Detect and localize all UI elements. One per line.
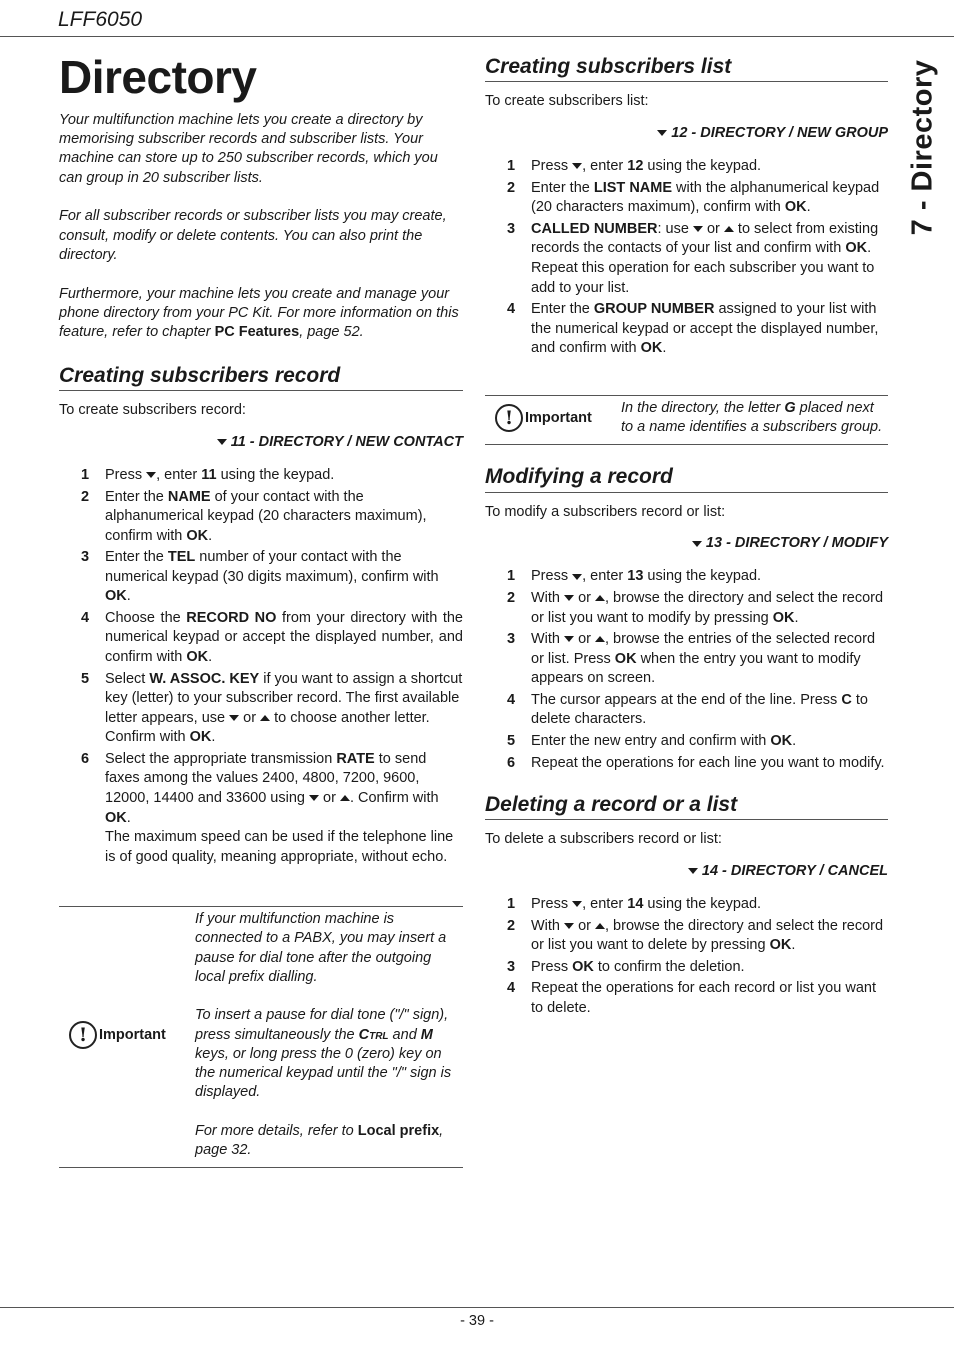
list-item [59,466,463,486]
triangle-up-icon [595,923,605,929]
step-number: 5 [507,732,516,749]
step-text: Select the appropriate transmission RATE to send faxes among the values 2400, 4800, 7200, 9600, 12000, 14400 and 33600 using or . Confirm with OK. The maximum speed can be used if the telephone line is of good quality, meaning appropriate, without echo. [105,750,454,865]
intro-paragraph-3 [59,285,463,343]
important-text [195,910,463,1160]
triangle-down-icon [564,636,574,642]
triangle-up-icon [595,636,605,642]
step-number: 2 [507,917,516,934]
step-number: 2 [81,488,90,505]
step-number: 1 [81,466,90,483]
step-number: 4 [81,609,90,626]
step-number: 3 [507,631,516,648]
list-item [485,220,888,298]
menu-path-text: 12 - DIRECTORY / NEW GROUP [671,125,888,142]
triangle-down-icon [693,226,703,232]
header-rule [0,36,954,37]
triangle-down-icon [692,541,702,547]
step-text: Select W. ASSOC. KEY if you want to assign a shortcut key (letter) to your subscriber record. The first available letter appears, use or to choose another letter. Confirm with OK. [105,670,463,746]
list-item [485,691,888,730]
list-item [485,630,888,689]
step-text: Enter the new entry and confirm with OK. [531,732,797,749]
steps-list [59,466,463,867]
step-number: 4 [507,301,516,318]
step-number: 3 [507,958,516,975]
list-item [59,750,463,867]
step-text: Repeat the operations for each line you want to modify. [531,754,885,771]
list-item [485,979,888,1018]
triangle-down-icon [217,439,227,445]
important-text: In the directory, the letter G placed next to a name identifies a subscribers group. [621,399,883,436]
note-paragraph: If your multifunction machine is connected to a PABX, you may insert a pause for dial tone after the outgoing local prefix dialling. [195,911,447,986]
list-item [485,567,888,587]
section-lead: To create subscribers record: [59,402,246,419]
triangle-down-icon [572,901,582,907]
step-number: 4 [507,980,516,997]
menu-path [485,535,888,551]
intro-paragraph-2: For all subscriber records or subscriber lists you may create, consult, modify or delete contents. You can also print the directory. [59,208,447,264]
list-item [59,488,463,547]
triangle-down-icon [229,715,239,721]
section-heading-create-list: Creating subscribers list [485,53,888,82]
triangle-down-icon [572,574,582,580]
chapter-tab [906,60,940,235]
chapter-tab-label: 7 - Directory [906,59,939,236]
section-lead: To create subscribers list: [485,93,649,110]
step-text: Press , enter 14 using the keypad. [531,896,762,913]
step-number: 2 [507,179,516,196]
important-note [59,906,463,1168]
step-number: 6 [81,750,90,767]
step-text: Enter the GROUP NUMBER assigned to your list with the numerical keypad or accept the displayed number, and confirm with OK. [531,301,879,357]
page-title: Directory [59,51,257,103]
note-paragraph: For more details, refer to Local prefix, page 32. [195,1122,444,1159]
important-label [59,1021,195,1049]
step-number: 4 [507,691,516,708]
step-text: Enter the NAME of your contact with the alphanumerical keypad (20 characters maximum), confirm with OK. [105,488,427,544]
step-text: Repeat the operations for each record or list you want to delete. [531,980,876,1017]
list-item [485,179,888,218]
section-heading-delete: Deleting a record or a list [485,791,888,820]
important-label-text: Important [525,410,592,427]
step-text: CALLED NUMBER: use or to select from existing records the contacts of your list and confirm with OK. Repeat this operation for each subscriber you want to add to your list. [531,220,879,296]
list-item [485,732,888,752]
step-text: Choose the RECORD NO from your directory with the numerical keypad or accept the displayed number, and confirm with OK. [105,609,463,666]
triangle-up-icon [724,226,734,232]
step-text: Press OK to confirm the deletion. [531,958,745,975]
important-note [485,395,888,446]
step-text: With or , browse the directory and select the record or list you want to modify by pressing OK. [531,590,884,626]
note-paragraph: To insert a pause for dial tone ("/" sign), press simultaneously the Ctrl and M keys, or long press the 0 (zero) key on the numerical keypad until the "/" sign is displayed. [195,1007,452,1101]
steps-list [485,895,888,1018]
triangle-up-icon [595,595,605,601]
triangle-down-icon [564,923,574,929]
triangle-down-icon [688,868,698,874]
list-item [485,589,888,628]
step-text: Enter the TEL number of your contact with the numerical keypad (30 digits maximum), confirm with OK. [105,549,439,605]
page-number: - 39 - [460,1313,494,1329]
step-number: 3 [507,220,516,237]
menu-path-text: 14 - DIRECTORY / CANCEL [701,863,888,880]
left-column [59,50,463,1168]
list-item [485,895,888,915]
triangle-up-icon [340,795,350,801]
step-text: Press , enter 12 using the keypad. [531,158,762,175]
step-text: With or , browse the directory and select the record or list you want to delete by pressing OK. [531,917,884,954]
pc-features-link[interactable]: PC Features [214,324,300,341]
important-label-text: Important [99,1027,166,1044]
section-lead: To delete a subscribers record or list: [485,831,722,848]
step-text: The cursor appears at the end of the line. Press C to delete characters. [531,691,868,728]
list-item [59,670,463,748]
menu-path [59,434,463,450]
triangle-down-icon [564,595,574,601]
right-column [485,50,888,1021]
section-heading-create-record: Creating subscribers record [59,362,463,391]
step-text: Press , enter 13 using the keypad. [531,568,762,585]
menu-path-text: 13 - DIRECTORY / MODIFY [705,535,888,552]
exclamation-circle-icon: ! [69,1021,97,1049]
intro-text: , page 52. [299,324,364,341]
list-item [59,609,463,668]
step-number: 1 [507,158,516,175]
list-item [485,157,888,177]
steps-list [485,567,888,773]
footer-rule [0,1307,954,1308]
step-number: 2 [507,590,516,607]
intro-paragraph-1: Your multifunction machine lets you create a directory by memorising subscriber records and subscriber lists. Your machine can store up to 250 subscriber records, which you can group in 20 subscriber lists. [59,111,438,186]
list-item [485,754,888,774]
triangle-down-icon [146,472,156,478]
triangle-down-icon [309,795,319,801]
triangle-down-icon [657,130,667,136]
section-lead: To modify a subscribers record or list: [485,503,726,520]
step-text: Press , enter 11 using the keypad. [105,466,335,483]
step-number: 3 [81,549,90,566]
triangle-up-icon [260,715,270,721]
triangle-down-icon [572,163,582,169]
list-item [59,548,463,607]
exclamation-circle-icon: ! [495,404,523,432]
model-name: LFF6050 [58,8,143,31]
list-item [485,917,888,956]
step-text: With or , browse the entries of the selected record or list. Press OK when the entry you want to modify appears on screen. [531,631,876,687]
step-text: Enter the LIST NAME with the alphanumerical keypad (20 characters maximum), confirm with OK. [531,179,880,216]
step-number: 6 [507,754,516,771]
menu-path [485,125,888,141]
menu-path-text: 11 - DIRECTORY / NEW CONTACT [230,433,463,450]
menu-path [485,863,888,879]
steps-list [485,157,888,359]
step-number: 1 [507,568,516,585]
local-prefix-link[interactable]: Local prefix [357,1122,440,1139]
intro [59,111,463,343]
list-item [485,300,888,359]
step-number: 1 [507,896,516,913]
step-number: 5 [81,670,90,687]
section-heading-modify: Modifying a record [485,463,888,492]
list-item [485,958,888,978]
important-label [485,404,621,432]
intro-text: Furthermore, your machine lets you create and manage your phone directory from your PC Kit. For more information on this feature, refer to chapter [59,285,459,341]
